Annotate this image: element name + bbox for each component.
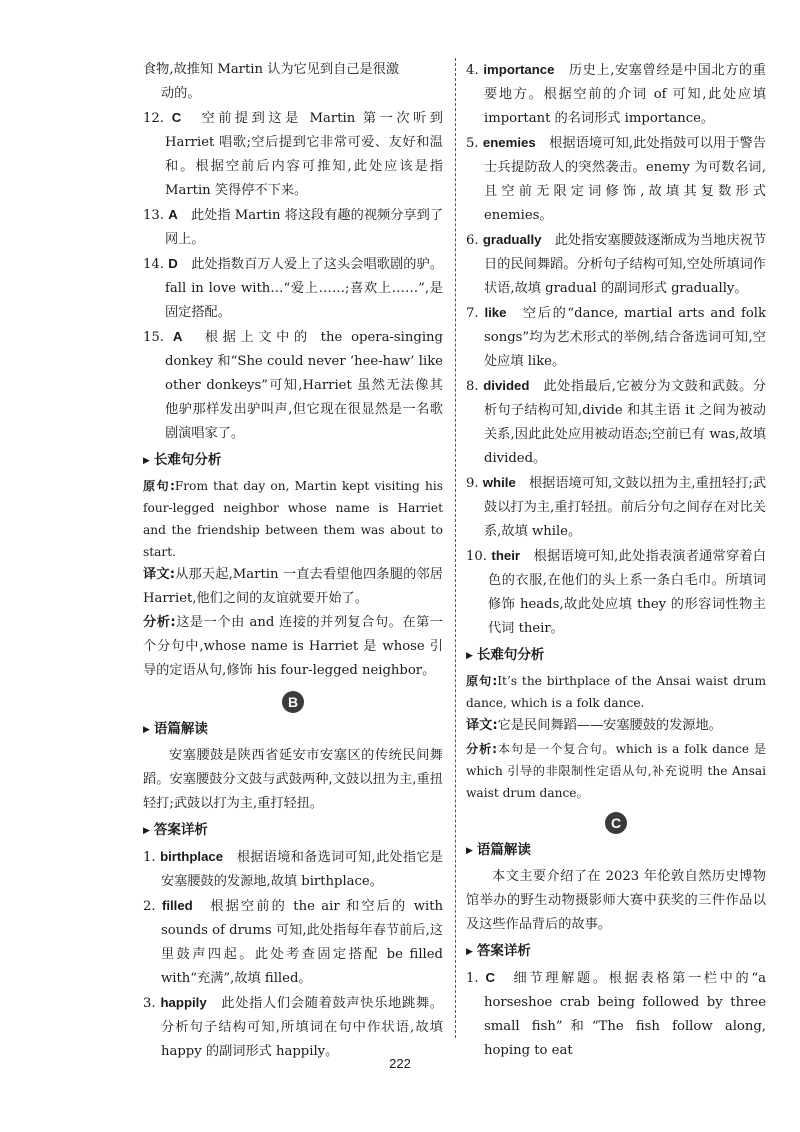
section-heading-passage [466, 838, 766, 863]
triangle-marker-icon: ▶ [466, 947, 473, 957]
answer-item [143, 325, 443, 446]
answer-list-c [466, 58, 766, 641]
right-column [466, 58, 766, 1063]
section-heading-long-sentence [466, 643, 766, 668]
answer-item [466, 58, 766, 131]
heading-text: 答案详析 [476, 943, 531, 959]
sentence-text: From that day on, Martin kept visiting his four-legged neighbor whose name is Harriet and the friendship between them was about to start. [143, 479, 444, 559]
original-sentence [143, 475, 443, 563]
item-answer: birthplace [160, 849, 224, 864]
passage-summary: 安塞腰鼓是陕西省延安市安塞区的传统民间舞蹈。安塞腰鼓分文鼓与武鼓两种,文鼓以扭为主,重扭轻打;武鼓以打为主,重打轻扭。 [143, 748, 443, 811]
item-answer: divided [483, 378, 530, 393]
item-explanation: 此处指安塞腰鼓逐渐成为当地庆祝节日的民间舞蹈。分析句子结构可知,空处所填词作状语,故填 gradual 的副词形式 gradually。 [484, 233, 766, 296]
translation [143, 563, 443, 611]
item-number: 15. [143, 330, 164, 345]
item-explanation: 根据上文中的 the opera-singing donkey 和“She could never ‘hee-haw’ like other donkeys”可知,Harriet 虽然无法像其他驴那样发出驴叫声,但它现在很显然是一名歌剧演唱家了。 [165, 330, 443, 441]
label: 译文: [143, 567, 175, 582]
label: 分析: [143, 615, 176, 630]
item-answer: like [484, 305, 507, 320]
column-divider [455, 58, 456, 1038]
item-number: 4. [466, 63, 479, 78]
heading-text: 长难句分析 [153, 452, 222, 468]
translation [466, 714, 766, 738]
item-answer: C [485, 970, 495, 985]
answer-list-d [466, 966, 766, 1063]
label: 原句: [466, 674, 498, 688]
item-explanation: 此处指数百万人爱上了这头会唱歌剧的驴。fall in love with…“爱上……;喜欢上……”,是固定搭配。 [165, 257, 443, 320]
translation-text: 从那天起,Martin 一直去看望他四条腿的邻居 Harriet,他们之间的友谊就要开始了。 [143, 567, 443, 606]
item-number: 8. [466, 379, 479, 394]
item-explanation: 根据语境可知,文鼓以扭为主,重扭轻打;武鼓以打为主,重打轻扭。前后分句之间存在对比关系,故填 while。 [484, 476, 767, 539]
item-answer: C [171, 110, 182, 125]
answer-list-b [143, 845, 443, 1064]
item-number: 9. [466, 476, 479, 491]
analysis [143, 611, 443, 683]
item-answer: A [172, 329, 183, 344]
triangle-marker-icon: ▶ [466, 846, 473, 856]
label: 分析: [466, 742, 498, 756]
answer-item [466, 374, 766, 471]
answer-item [143, 252, 443, 325]
answer-item [466, 471, 766, 544]
triangle-marker-icon: ▶ [466, 651, 473, 661]
triangle-marker-icon: ▶ [143, 826, 150, 836]
item-answer: importance [483, 62, 555, 77]
answer-item [143, 991, 443, 1064]
analysis-text: 本句是一个复合句。which is a folk dance 是 which 引导的非限制性定语从句,补充说明 the Ansai waist drum dance。 [466, 742, 766, 800]
item-answer: while [482, 475, 516, 490]
heading-text: 语篇解读 [153, 721, 208, 737]
item-explanation: 此处指人们会随着鼓声快乐地跳舞。分析句子结构可知,所填词在句中作状语,故填 happy 的副词形式 happily。 [161, 996, 443, 1059]
item-answer: their [491, 548, 520, 563]
answer-item [466, 301, 766, 374]
item-number: 2. [143, 899, 156, 914]
answer-item [466, 131, 766, 228]
item-explanation: 根据语境可知,此处指鼓可以用于警告士兵提防敌人的突然袭击。enemy 为可数名词,且空前无限定词修饰,故填其复数形式 enemies。 [484, 136, 766, 223]
analysis [466, 738, 766, 804]
label: 原句: [143, 479, 175, 493]
analysis-text: 这是一个由 and 连接的并列复合句。在第一个分句中,whose name is Harriet 是 whose 引导的定语从句,修饰 his four-legged neighbor。 [143, 615, 443, 678]
answer-item [143, 203, 443, 252]
sentence-text: It’s the birthplace of the Ansai waist drum dance, which is a folk dance. [466, 674, 767, 710]
answer-item [466, 544, 766, 641]
section-badge-b: B [282, 691, 304, 713]
heading-text: 答案详析 [153, 822, 208, 838]
item-number: 13. [143, 208, 164, 223]
item-number: 1. [143, 850, 156, 865]
answer-item [143, 894, 443, 991]
item-explanation: 根据语境可知,此处指表演者通常穿着白色的衣服,在他们的头上系一条白毛巾。所填词修饰 heads,故此处应填 they 的形容词性物主代词 their。 [488, 549, 766, 636]
original-sentence [466, 670, 766, 714]
heading-text: 语篇解读 [476, 842, 531, 858]
item-number: 14. [143, 257, 164, 272]
triangle-marker-icon: ▶ [143, 456, 150, 466]
heading-text: 长难句分析 [476, 647, 545, 663]
item-explanation: 根据空前的 the air 和空后的 with sounds of drums 可知,此处指每年春节前后,这里鼓声四起。此处考查固定搭配 be filled with“充满”,故填 filled。 [161, 899, 443, 986]
passage-summary: 本文主要介绍了在 2023 年伦敦自然历史博物馆举办的野生动物摄影师大赛中获奖的三件作品以及这些作品背后的故事。 [466, 869, 766, 932]
item-answer: gradually [482, 232, 542, 247]
item-answer: D [168, 256, 178, 271]
section-heading-long-sentence [143, 448, 443, 473]
continued-text-line2: 动的。 [161, 86, 201, 101]
left-column [143, 58, 443, 1064]
item-answer: A [168, 207, 178, 222]
item-explanation: 此处指 Martin 将这段有趣的视频分享到了网上。 [165, 208, 444, 247]
triangle-marker-icon: ▶ [143, 725, 150, 735]
item-number: 6. [466, 233, 479, 248]
item-explanation: 空前提到这是 Martin 第一次听到 Harriet 唱歌;空后提到它非常可爱、友好和温和。根据空前后内容可推知,此处应该是指 Martin 笑得停不下来。 [165, 111, 443, 198]
item-number: 5. [466, 136, 479, 151]
answer-item [143, 845, 443, 894]
continued-text-line1: 食物,故推知 Martin 认为它见到自己是很激 [143, 62, 400, 77]
section-heading-passage [143, 717, 443, 742]
item-explanation: 根据语境和备选词可知,此处指它是安塞腰鼓的发源地,故填 birthplace。 [161, 850, 443, 889]
item-number: 12. [143, 111, 164, 126]
translation-text: 它是民间舞蹈——安塞腰鼓的发源地。 [497, 718, 722, 733]
item-number: 7. [466, 306, 479, 321]
page-number: 222 [389, 1056, 411, 1071]
section-heading-answers [143, 818, 443, 843]
item-number: 1. [466, 971, 479, 986]
item-explanation: 此处指最后,它被分为文鼓和武鼓。分析句子结构可知,divide 和其主语 it 之间为被动关系,因此此处应用被动语态;空前已有 was,故填 divided。 [484, 379, 766, 466]
item-number: 3. [143, 996, 156, 1011]
item-explanation: 细节理解题。根据表格第一栏中的“a horseshoe crab being followed by three small fish”和“The fish follow along, hoping to eat [484, 971, 766, 1058]
answer-item [466, 966, 766, 1063]
section-badge-c: C [605, 812, 627, 834]
item-answer: filled [161, 898, 193, 913]
item-answer: enemies [482, 135, 536, 150]
label: 译文: [466, 718, 498, 733]
item-explanation: 空后的“dance, martial arts and folk songs”均为艺术形式的举例,结合备选词可知,空处应填 like。 [484, 306, 766, 369]
item-number: 10. [466, 549, 487, 564]
item-explanation: 历史上,安塞曾经是中国北方的重要地方。根据空前的介词 of 可知,此处应填 important 的名词形式 importance。 [484, 63, 766, 126]
section-heading-answers [466, 939, 766, 964]
item-answer: happily [160, 995, 207, 1010]
answer-item [466, 228, 766, 301]
answer-item [143, 106, 443, 203]
answer-list-a [143, 106, 443, 446]
